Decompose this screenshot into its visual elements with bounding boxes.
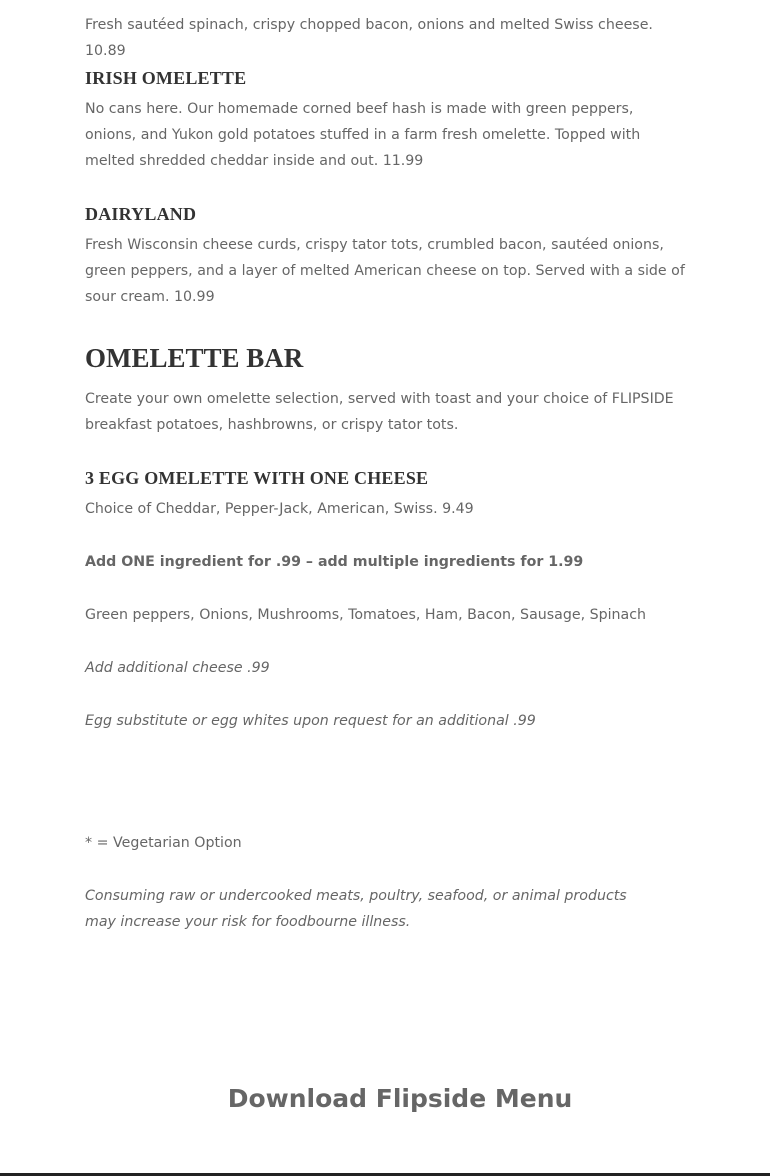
irish-omelette-title: IRISH OMELETTE bbox=[85, 68, 247, 88]
egg-substitute-note: Egg substitute or egg whites upon request for an additional .99 bbox=[85, 713, 536, 729]
irish-omelette-description: No cans here. Our homemade corned beef hash is made with green peppers, onions, and Yukon gold potatoes stuffed in a farm fresh omelette. Topped with melted shredded cheddar inside and out. 11.99 bbox=[85, 101, 641, 169]
add-cheese-note: Add additional cheese .99 bbox=[85, 660, 270, 676]
spinach-omelette-description: Fresh sautéed spinach, crispy chopped bacon, onions and melted Swiss cheese. 10.89 bbox=[85, 17, 653, 59]
dairyland-description: Fresh Wisconsin cheese curds, crispy tator tots, crumbled bacon, sautéed onions, green peppers, and a layer of melted American cheese on top. Served with a side of sour cream. 10.99 bbox=[85, 237, 685, 305]
omelette-bar-heading: OMELETTE BAR bbox=[85, 343, 304, 373]
consumer-advisory: Consuming raw or undercooked meats, poultry, seafood, or animal products may increase your risk for foodbourne illness. bbox=[85, 888, 627, 930]
vegetarian-option-note: * = Vegetarian Option bbox=[85, 835, 242, 851]
three-egg-omelette-title: 3 EGG OMELETTE WITH ONE CHEESE bbox=[85, 468, 429, 488]
dairyland-title: DAIRYLAND bbox=[85, 204, 197, 224]
add-ingredient-pricing: Add ONE ingredient for .99 – add multiple ingredients for 1.99 bbox=[85, 554, 584, 570]
download-menu-link[interactable]: Download Flipside Menu bbox=[227, 1084, 573, 1113]
three-egg-omelette-description: Choice of Cheddar, Pepper-Jack, American, Swiss. 9.49 bbox=[85, 501, 474, 517]
omelette-bar-description: Create your own omelette selection, served with toast and your choice of FLIPSIDE breakfast potatoes, hashbrowns, or crispy tator tots. bbox=[85, 391, 674, 433]
ingredient-list: Green peppers, Onions, Mushrooms, Tomatoes, Ham, Bacon, Sausage, Spinach bbox=[85, 607, 647, 623]
